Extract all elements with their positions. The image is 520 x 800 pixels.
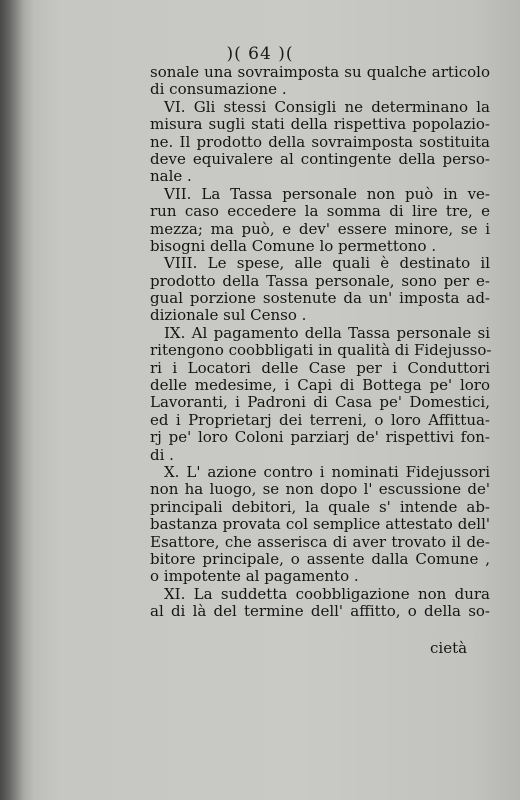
text-line: Esattore, che asserisca di aver trovato il de- [150,532,490,551]
text-line: VII. La Tassa personale non può in ve- [164,184,490,203]
text-line: Lavoranti, i Padroni di Casa pe' Domestici, [150,393,490,412]
text-line: deve equivalere al contingente della perso- [150,149,490,168]
text-line: X. L' azione contro i nominati Fidejussori [164,462,490,481]
text-line: o impotente al pagamento . [150,567,359,586]
page-number-header: )( 64 )( [226,44,294,64]
text-line: VI. Gli stessi Consigli ne determinano la [164,97,490,116]
text-line: delle medesime, i Capi di Bottega pe' loro [150,376,490,395]
text-line: misura sugli stati della rispettiva popolazio- [150,115,490,134]
text-line: IX. Al pagamento della Tassa personale si [164,323,490,342]
text-line: mezza; ma può, e dev' essere minore, se i [150,219,490,238]
text-line: VIII. Le spese, alle quali è destinato il [164,254,490,273]
text-line: di . [150,445,174,464]
text-line: gual porzione sostenute da un' imposta ad- [150,289,490,308]
catchword: cietà [430,639,468,657]
text-line: sonale una sovraimposta su qualche articolo [150,63,490,81]
text-line: di consumazione . [150,80,287,99]
text-line: run caso eccedere la somma di lire tre, e [150,202,490,221]
text-line: ed i Proprietarj dei terreni, o loro Affittua- [150,410,490,429]
text-line: nale . [150,167,192,186]
text-line: non ha luogo, se non dopo l' escussione de' [150,480,490,499]
body-text [150,64,490,621]
text-line: rj pe' loro Coloni parziarj de' rispettivi fon- [150,428,490,447]
text-line: dizionale sul Censo . [150,306,307,325]
text-line: principali debitori, la quale s' intende ab- [150,497,490,516]
text-line: bisogni della Comune lo permettono . [150,236,437,255]
text-line: ritengono coobbligati in qualità di Fidejusso- [150,341,492,360]
gutter-shadow [0,0,24,800]
text-line: bitore principale, o assente dalla Comune , [150,549,490,568]
text-line: XI. La suddetta coobbligazione non dura [164,584,490,603]
text-line: al di là del termine dell' affitto, o della so- [150,602,490,621]
text-line: ne. Il prodotto della sovraimposta sostituita [150,132,490,151]
text-line: ri i Locatori delle Case per i Conduttori [150,358,490,377]
text-line: bastanza provata col semplice attestato dell' [150,515,490,534]
text-line: prodotto della Tassa personale, sono per e- [150,271,490,290]
